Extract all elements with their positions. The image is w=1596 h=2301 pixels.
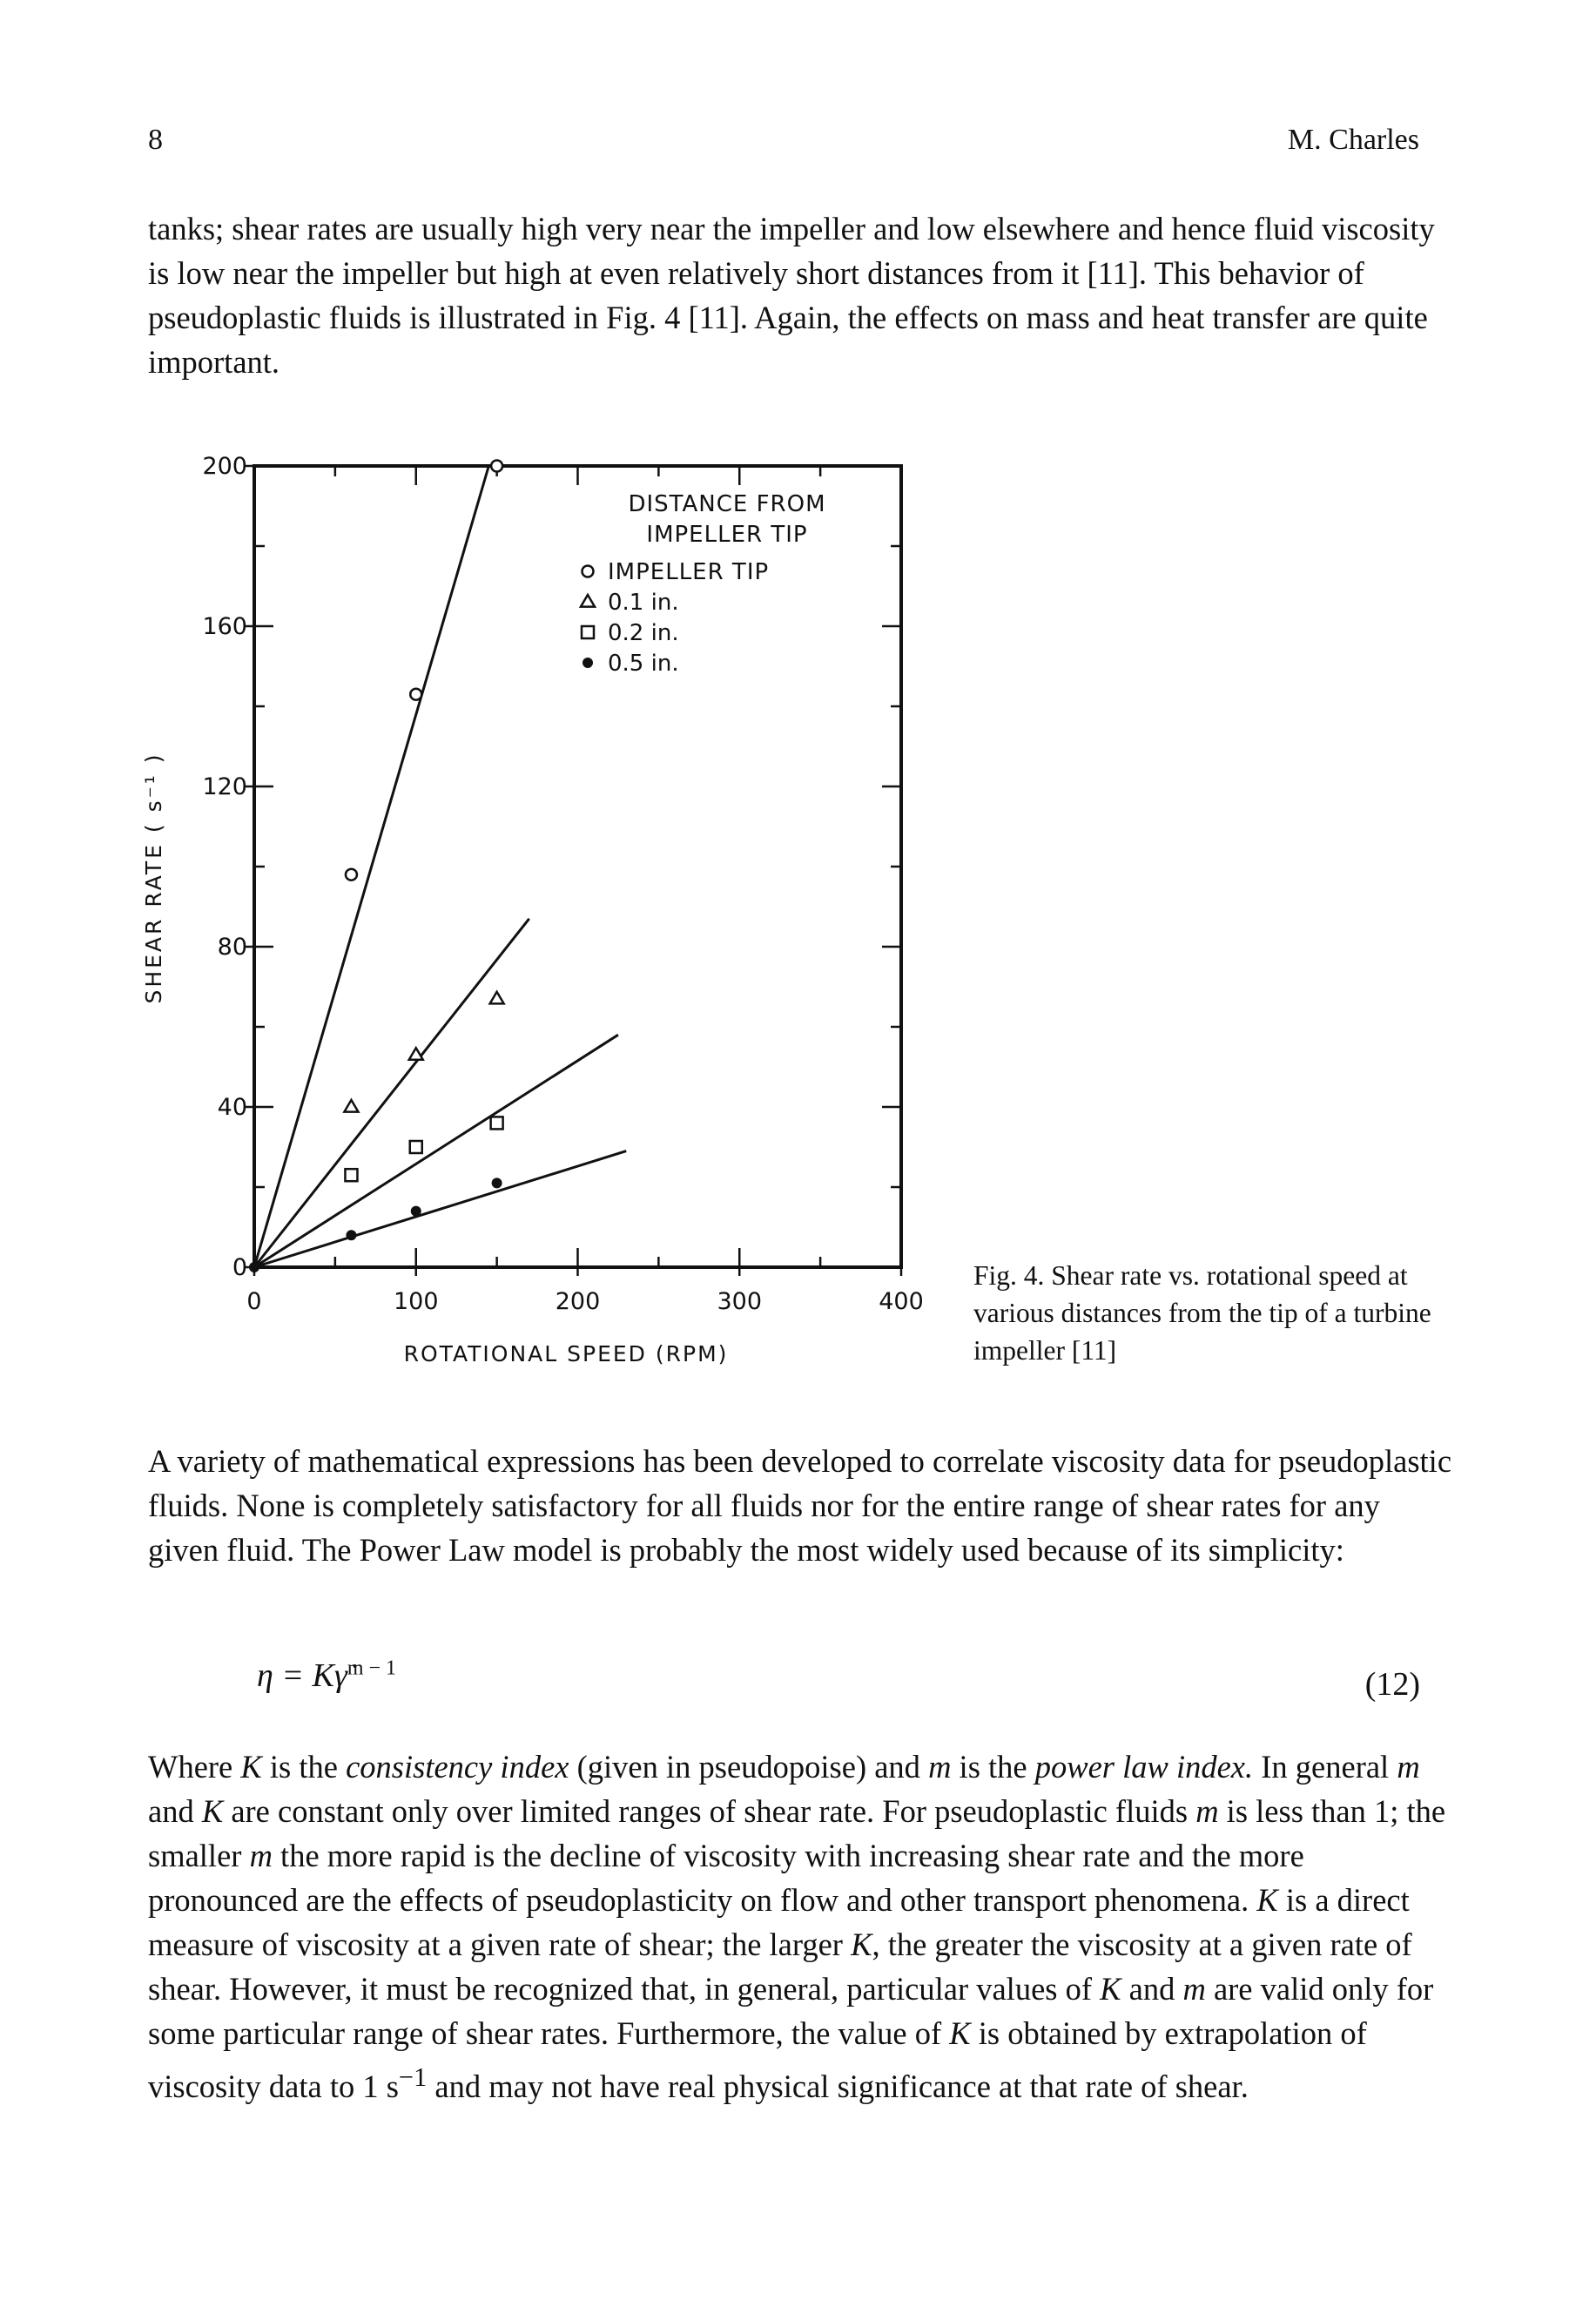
fit-lines: [254, 466, 626, 1267]
page-number: 8: [148, 124, 163, 156]
plot-frame: [254, 466, 901, 1267]
data-point-series-3: [491, 1117, 503, 1129]
data-point-series-2: [490, 992, 504, 1004]
y-tick-label: 80: [217, 934, 247, 961]
var-m: m: [1397, 1749, 1420, 1785]
p3-text: is a direct measure of viscosity at a given rate of shear; the larger: [148, 1882, 1410, 1962]
data-point-series-2: [344, 1100, 358, 1112]
p3-text: are constant only over limited ranges of shear rate. For pseudoplastic fluids: [223, 1793, 1196, 1829]
x-tick-label: 300: [717, 1288, 763, 1315]
term-power-law-index: power law index.: [1034, 1749, 1254, 1785]
running-head: M. Charles: [1287, 124, 1419, 156]
paragraph-3: [148, 1744, 1454, 2109]
p3-text: are valid only for some particular range of shear rates. Furthermore, the value of: [148, 1971, 1434, 2051]
equation-exponent: m − 1: [347, 1657, 397, 1680]
x-tick-label: 200: [555, 1288, 601, 1315]
fit-line-series-1: [254, 466, 488, 1267]
legend-title: DISTANCE FROM: [628, 491, 826, 517]
x-tick-label: 100: [393, 1288, 439, 1315]
p3-text: the more rapid is the decline of viscosity with increasing shear rate and the more pronounced are the effects of pseudoplasticity on flow and other transport phenomena.: [148, 1838, 1304, 1918]
var-K: K: [1100, 1971, 1121, 2007]
p3-text: is the: [951, 1749, 1035, 1785]
var-m: m: [249, 1838, 273, 1873]
p3-text: and: [1121, 1971, 1183, 2007]
paragraph-2: A variety of mathematical expressions has been developed to correlate viscosity data for pseudoplastic fluids. None is completely satisfactory for all fluids nor for the entire range of shear rates for any given fluid. The Power Law model is probably the most widely used because of its simplicity:: [148, 1443, 1452, 1568]
data-point-series-3: [410, 1141, 422, 1153]
p3-text: is the: [261, 1749, 347, 1785]
var-K: K: [851, 1926, 872, 1962]
data-point-series-3: [345, 1169, 357, 1181]
data-point-series-1: [346, 869, 357, 881]
figure-caption: Fig. 4. Shear rate vs. rotational speed at various distances from the tip of a turbine impeller [11]: [973, 1260, 1431, 1366]
var-K: K: [201, 1793, 224, 1829]
legend-label: 0.5 in.: [608, 651, 679, 677]
data-point-series-4: [492, 1177, 502, 1188]
legend-marker: [583, 658, 593, 668]
equation-lhs: η = Kγ̇: [257, 1657, 347, 1694]
var-K: K: [1256, 1882, 1278, 1918]
data-point-series-2: [409, 1048, 423, 1060]
var-K: K: [240, 1749, 262, 1785]
y-tick-label: 160: [202, 613, 247, 640]
superscript-minus-one: −1: [398, 2062, 428, 2092]
term-consistency-index: consistency index: [346, 1749, 569, 1785]
legend-label: IMPELLER TIP: [608, 559, 770, 585]
var-m: m: [1195, 1793, 1219, 1829]
tick-labels: [202, 453, 923, 1315]
var-K: K: [949, 2015, 971, 2051]
p3-text: In general: [1253, 1749, 1397, 1785]
x-tick-label: 0: [246, 1288, 262, 1315]
fit-line-series-2: [254, 919, 529, 1267]
p3-text: Where: [148, 1749, 241, 1785]
y-axis-label: SHEAR RATE ( s⁻¹ ): [141, 752, 166, 1004]
plot-border: [254, 466, 901, 1267]
data-point-series-1: [491, 461, 502, 472]
x-axis-label: ROTATIONAL SPEED (RPM): [403, 1341, 729, 1366]
p3-text: , the greater the viscosity at a given rate of shear. However, it must be recognized that, in general, particular values of: [148, 1926, 1412, 2007]
fit-line-series-3: [254, 1035, 618, 1267]
data-point-origin: [249, 1262, 259, 1272]
p3-text: (given in pseudopoise) and: [569, 1749, 929, 1785]
y-tick-label: 120: [202, 773, 247, 800]
legend-marker: [583, 566, 594, 577]
p3-text: and: [148, 1793, 202, 1829]
p3-text: is less than 1; the smaller: [148, 1793, 1446, 1873]
legend: [581, 491, 826, 677]
x-tick-label: 400: [879, 1288, 924, 1315]
y-tick-label: 0: [232, 1254, 247, 1281]
data-point-series-4: [411, 1206, 421, 1217]
legend-marker: [581, 595, 595, 607]
legend-marker: [582, 626, 594, 638]
data-point-series-1: [410, 689, 421, 700]
data-point-series-4: [346, 1230, 356, 1240]
y-tick-label: 40: [217, 1094, 247, 1121]
p3-text: is obtained by extrapolation of viscosity data to 1 s: [148, 2015, 1367, 2105]
var-m: m: [1182, 1971, 1206, 2007]
legend-label: 0.1 in.: [608, 590, 679, 616]
paragraph-1: tanks; shear rates are usually high very near the impeller and low elsewhere and hence fluid viscosity is low near the impeller but high at even relatively short distances from it [11]. This behavior of pseudoplastic fluids is illustrated in Fig. 4 [11]. Again, the effects on mass and heat transfer are quite important.: [148, 211, 1435, 380]
legend-title: IMPELLER TIP: [646, 522, 808, 548]
fit-line-series-4: [254, 1151, 626, 1267]
legend-label: 0.2 in.: [608, 620, 679, 646]
var-m: m: [928, 1749, 952, 1785]
equation-number: (12): [1364, 1666, 1420, 1703]
y-tick-label: 200: [202, 453, 247, 480]
equation-12: [257, 1657, 396, 1695]
p3-text: and may not have real physical significance at that rate of shear.: [427, 2068, 1249, 2105]
